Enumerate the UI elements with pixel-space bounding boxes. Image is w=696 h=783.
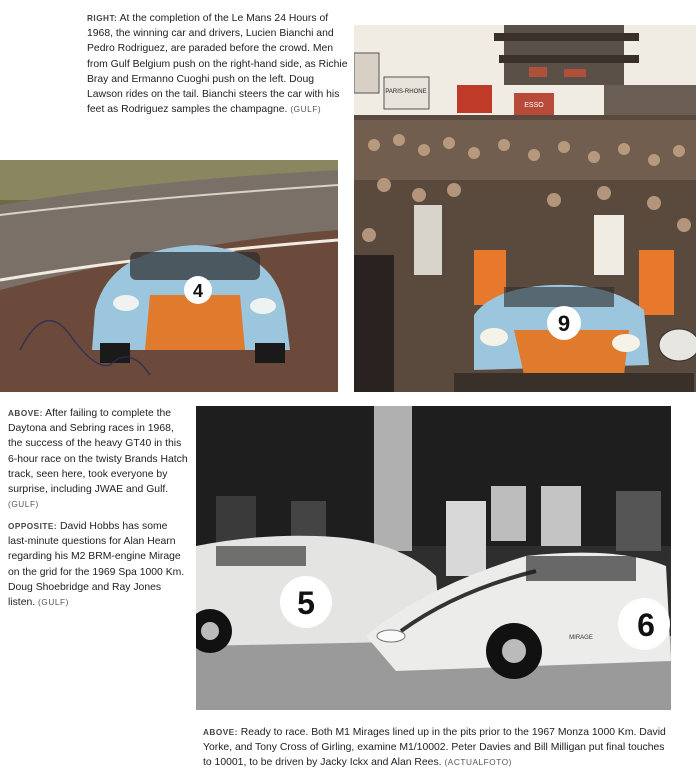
sign-esso: ESSO	[524, 102, 544, 109]
caption-lead: ABOVE:	[203, 728, 238, 737]
caption-text: After failing to complete the Daytona and Sebring races in 1968, the success of the heavy GT40 in this 6-hour race on the twisty Brands Hatch track, seen here, took everyone by surprise, including JWAE and Gulf.	[8, 408, 188, 496]
caption-right	[87, 11, 349, 117]
car-number-6: 6	[637, 607, 655, 643]
photo-credit: (ACTUALFOTO)	[444, 758, 512, 768]
caption-lead: ABOVE:	[8, 409, 43, 418]
caption-lead: OPPOSITE:	[8, 522, 58, 531]
photo-le-mans-parade	[354, 25, 696, 392]
car-number-9: 9	[557, 311, 571, 336]
photo-brands-hatch-gt40	[0, 160, 338, 392]
car-number-4: 4	[192, 281, 204, 301]
caption-above-brands-hatch	[8, 406, 188, 512]
photo-credit: (GULF)	[38, 598, 69, 608]
photo-monza-mirages	[196, 406, 671, 710]
caption-text: Ready to race. Both M1 Mirages lined up in the pits prior to the 1967 Monza 1000 Km. David Yorke, and Tony Cross of Girling, examine M1/10002. Peter Davies and Bill Milligan put final touches to 10001, to be driven by Jacky Ickx and Alan Rees.	[203, 727, 666, 769]
photo-credit: (GULF)	[290, 105, 322, 115]
caption-lead: RIGHT:	[87, 14, 118, 23]
caption-above-monza	[203, 725, 673, 771]
caption-opposite	[8, 519, 188, 610]
badge-mirage: MIRAGE	[569, 635, 593, 641]
car-number-5: 5	[297, 585, 315, 621]
caption-text: David Hobbs has some last-minute questions for Alan Hearn regarding his M2 BRM-engine Mirage on the grid for the 1969 Spa 1000 Km. Doug Shoebridge and Ray Jones listen.	[8, 521, 185, 609]
sign-paris-rhone: PARIS-RHONE	[385, 89, 427, 95]
caption-text: At the completion of the Le Mans 24 Hours of 1968, the winning car and drivers, Lucien Bianchi and Pedro Rodriguez, are paraded before the crowd. Men from Gulf Belgium push on the right-hand side, as Richie Bray and Ermanno Cuoghi push on the left. Doug Lawson rides on the tail. Bianchi steers the car with his feet as Rodriguez samples the champagne.	[87, 13, 348, 116]
photo-credit: (GULF)	[8, 500, 39, 510]
